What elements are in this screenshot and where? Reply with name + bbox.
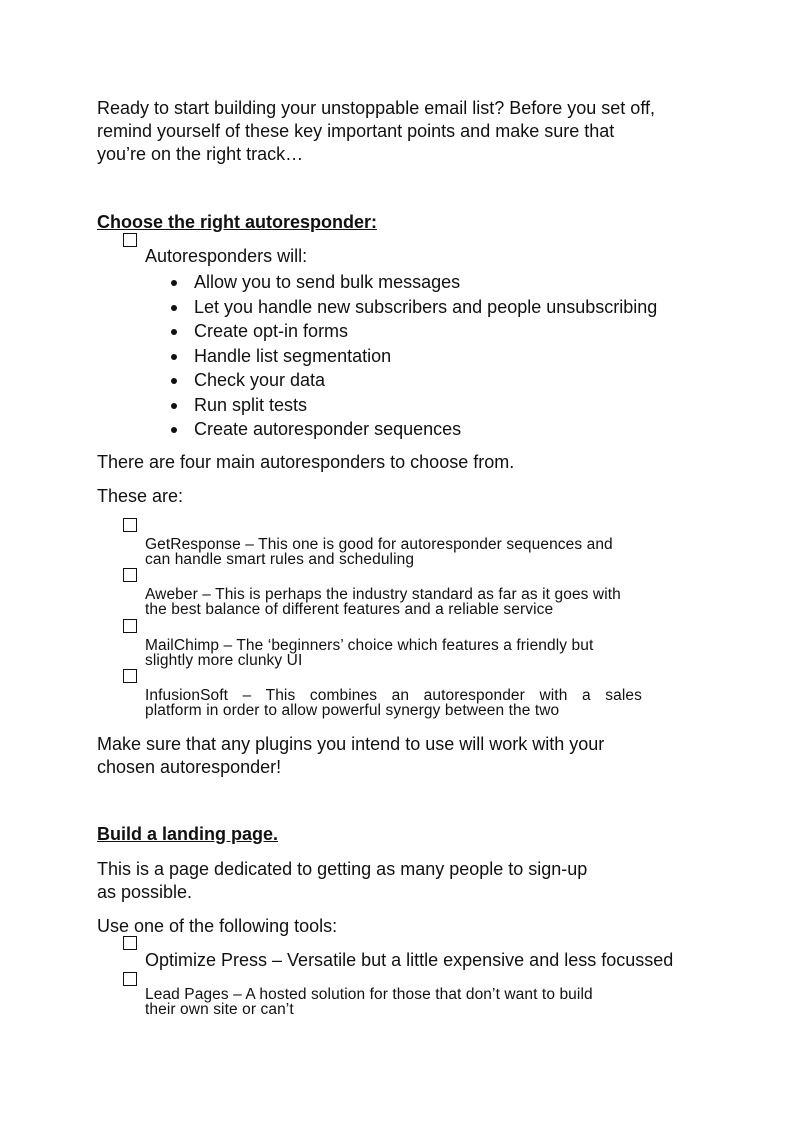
tool-lead-pages [145, 987, 593, 1017]
option-mailchimp [145, 638, 593, 668]
option-aweber [145, 587, 621, 617]
plugins-paragraph [97, 733, 604, 779]
section-heading-landing-page: Build a landing page. [97, 824, 279, 844]
list-item: Handle list segmentation [169, 344, 657, 369]
option-line: the best balance of different features and a reliable service [145, 601, 554, 618]
intro-line: you’re on the right track… [97, 144, 304, 164]
checkbox-infusionsoft[interactable] [123, 669, 137, 683]
description-line: as possible. [97, 882, 193, 902]
checkbox-optimize-press[interactable] [123, 936, 137, 950]
plugins-line: chosen autoresponder! [97, 757, 282, 777]
list-item: Allow you to send bulk messages [169, 270, 657, 295]
option-line: GetResponse – This one is good for autoresponder sequences and [145, 536, 613, 553]
intro-line: Ready to start building your unstoppable email list? Before you set off, [97, 98, 655, 118]
description-line: This is a page dedicated to getting as many people to sign-up [97, 859, 588, 879]
section-heading-autoresponder: Choose the right autoresponder: [97, 212, 378, 232]
option-line: MailChimp – The ‘beginners’ choice which features a friendly but [145, 637, 594, 654]
autoresponders-label: Autoresponders will: [145, 246, 308, 266]
checkbox-mailchimp[interactable] [123, 619, 137, 633]
autoresponder-features-list [169, 270, 657, 442]
list-item: Check your data [169, 368, 657, 393]
option-line: Aweber – This is perhaps the industry standard as far as it goes with [145, 586, 621, 603]
checkbox-aweber[interactable] [123, 568, 137, 582]
intro-line: remind yourself of these key important points and make sure that [97, 121, 615, 141]
four-main-text: There are four main autoresponders to choose from. [97, 452, 515, 472]
option-line: platform in order to allow powerful synergy between the two [145, 702, 560, 719]
option-line: InfusionSoft – This combines an autoresponder with a sales [145, 687, 642, 704]
these-are-text: These are: [97, 486, 184, 506]
plugins-line: Make sure that any plugins you intend to use will work with your [97, 734, 605, 754]
landing-page-description [97, 858, 587, 904]
tool-optimize-press: Optimize Press – Versatile but a little expensive and less focussed [145, 950, 674, 970]
tool-line: Lead Pages – A hosted solution for those that don’t want to build [145, 986, 593, 1003]
intro-paragraph [97, 97, 655, 166]
list-item: Let you handle new subscribers and people unsubscribing [169, 295, 657, 320]
list-item: Create autoresponder sequences [169, 417, 657, 442]
checkbox-autoresponders[interactable] [123, 233, 137, 247]
list-item: Run split tests [169, 393, 657, 418]
option-line: can handle smart rules and scheduling [145, 551, 415, 568]
checkbox-getresponse[interactable] [123, 518, 137, 532]
option-line: slightly more clunky UI [145, 652, 303, 669]
list-item: Create opt-in forms [169, 319, 657, 344]
tool-line: their own site or can’t [145, 1001, 294, 1018]
checkbox-lead-pages[interactable] [123, 972, 137, 986]
option-getresponse [145, 537, 613, 567]
option-infusionsoft [145, 688, 642, 718]
tools-intro: Use one of the following tools: [97, 916, 338, 936]
